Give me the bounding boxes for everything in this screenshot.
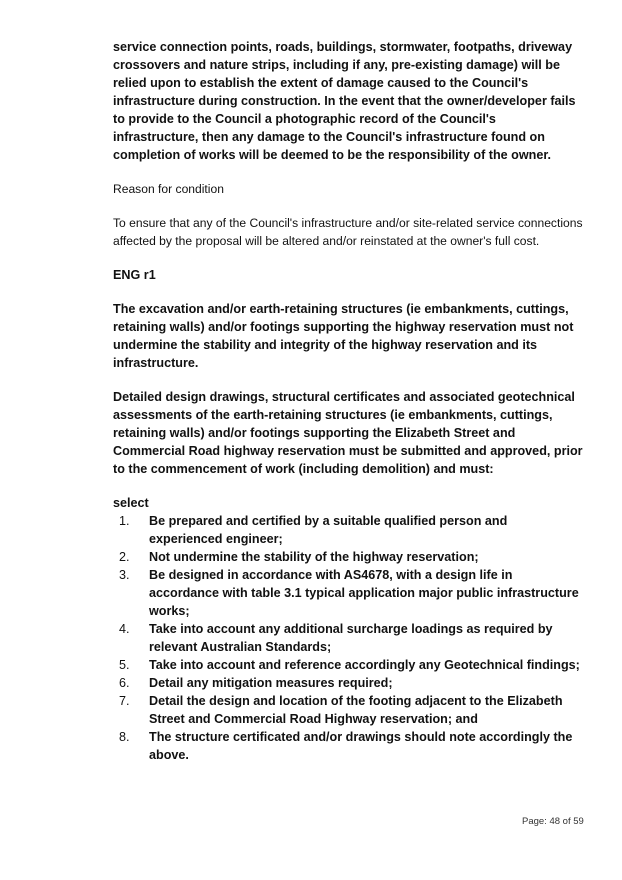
reason-paragraph: To ensure that any of the Council's infrastructure and/or site-related service connections affected by the proposal will be altered and/or reinstated at the owner's full cost. xyxy=(113,216,583,248)
page-number-footer: Page: 48 of 59 xyxy=(522,816,584,827)
list-item-number: 4. xyxy=(119,622,130,636)
list-item-number: 7. xyxy=(119,694,130,708)
list-item-text: Be prepared and certified by a suitable qualified person and experienced engineer; xyxy=(149,514,508,546)
list-item-number: 8. xyxy=(119,730,130,744)
list-item xyxy=(113,674,583,692)
list-item-text: Detail the design and location of the footing adjacent to the Elizabeth Street and Commercial Road Highway reservation; and xyxy=(149,694,563,726)
excavation-paragraph: The excavation and/or earth-retaining structures (ie embankments, cuttings, retaining walls) and/or footings supporting the highway reservation must not undermine the stability and integrity of the highway reservation and its infrastructure. xyxy=(113,302,574,370)
section-heading: ENG r1 xyxy=(113,268,156,282)
list-item xyxy=(113,566,583,620)
list-item-text: The structure certificated and/or drawings should note accordingly the above. xyxy=(149,730,573,762)
list-item-number: 1. xyxy=(119,514,130,528)
list-item-number: 2. xyxy=(119,550,130,564)
list-item-text: Take into account any additional surcharge loadings as required by relevant Australian Standards; xyxy=(149,622,553,654)
intro-paragraph: service connection points, roads, buildings, stormwater, footpaths, driveway crossovers and nature strips, including if any, pre-existing damage) will be relied upon to establish the extent of damage caused to the Council's infrastructure during construction. In the event that the owner/developer fails to provide to the Council a photographic record of the Council's infrastructure, then any damage to the Council's infrastructure found on completion of works will be deemed to be the responsibility of the owner. xyxy=(113,40,576,162)
list-item xyxy=(113,620,583,656)
list-item-number: 3. xyxy=(119,568,130,582)
design-paragraph: Detailed design drawings, structural certificates and associated geotechnical assessments of the earth-retaining structures (ie embankments, cuttings, retaining walls) and/or footings supporting the Elizabeth Street and Commercial Road highway reservation must be submitted and approved, prior to the commencement of work (including demolition) and must: xyxy=(113,390,583,476)
document-page xyxy=(113,38,583,764)
select-label: select xyxy=(113,496,149,510)
list-item xyxy=(113,512,583,548)
list-item-text: Be designed in accordance with AS4678, with a design life in accordance with table 3.1 typical application major public infrastructure works; xyxy=(149,568,579,618)
list-item xyxy=(113,548,583,566)
list-item-text: Take into account and reference accordingly any Geotechnical findings; xyxy=(149,658,580,672)
list-item-number: 6. xyxy=(119,676,130,690)
list-item-text: Not undermine the stability of the highway reservation; xyxy=(149,550,479,564)
list-item-text: Detail any mitigation measures required; xyxy=(149,676,393,690)
list-item-number: 5. xyxy=(119,658,130,672)
reason-heading: Reason for condition xyxy=(113,182,224,196)
list-item xyxy=(113,728,583,764)
requirements-list xyxy=(113,512,583,764)
list-item xyxy=(113,692,583,728)
list-item xyxy=(113,656,583,674)
